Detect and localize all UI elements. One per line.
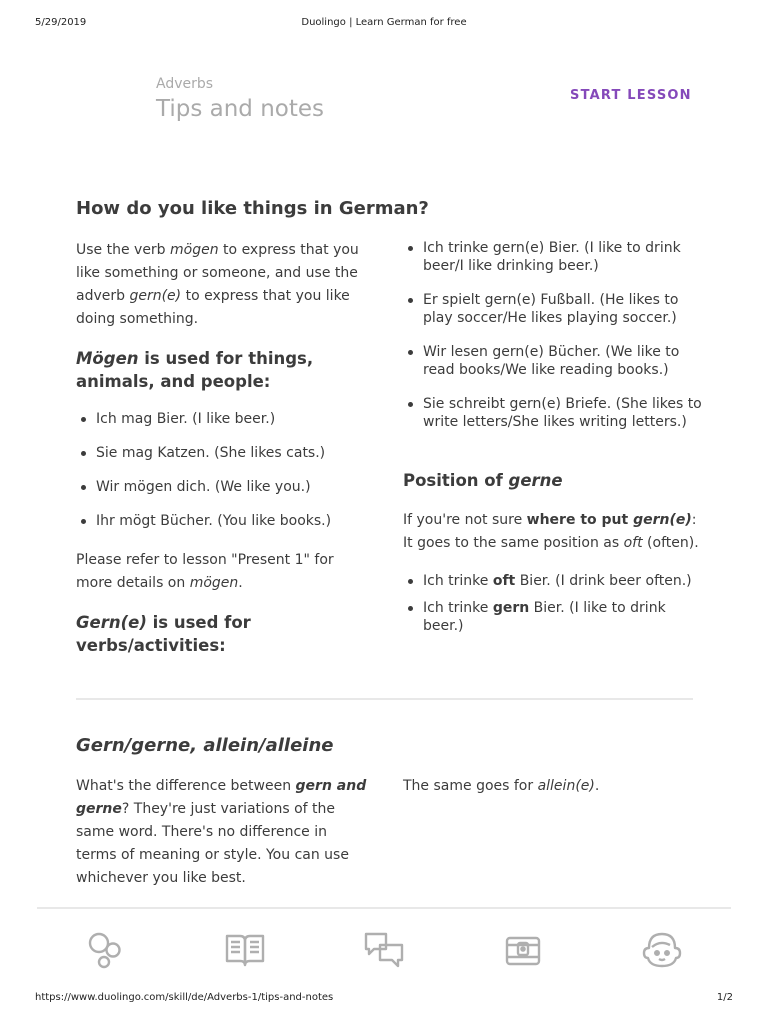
nav-profile[interactable] — [640, 928, 684, 972]
refer-paragraph: Please refer to lesson "Present 1" for more details on mögen. — [76, 552, 334, 591]
intro-paragraph: Use the verb mögen to express that you like something or someone, and use the adverb gern(e) to express that you like doing something. — [76, 242, 359, 327]
gerne-heading-rest: is used for verbs/activities: — [76, 613, 251, 655]
allein-paragraph: The same goes for allein(e). — [403, 778, 600, 794]
position-examples-list — [403, 572, 703, 644]
print-header — [35, 17, 733, 31]
stories-icon — [223, 928, 267, 972]
list-item: Wir lesen gern(e) Bücher. (We like to read books/We like reading books.) — [403, 343, 703, 379]
discuss-icon — [362, 928, 406, 972]
bottom-nav — [0, 928, 768, 972]
list-item: Ich mag Bier. (I like beer.) — [76, 410, 371, 428]
left-column — [76, 239, 371, 331]
print-footer — [35, 992, 733, 1006]
list-item: Ihr mögt Bücher. (You like books.) — [76, 512, 371, 530]
section-title-how-do-you-like: How do you like things in German? — [76, 198, 429, 219]
refer-block — [76, 549, 371, 595]
page-title: Tips and notes — [156, 96, 325, 122]
moegen-heading — [76, 347, 366, 393]
nav-stories[interactable] — [223, 928, 267, 972]
list-item: Ich trinke gern(e) Bier. (I like to drink beer/I like drinking beer.) — [403, 239, 703, 275]
learn-icon — [84, 928, 128, 972]
list-item: Ich trinke oft Bier. (I drink beer often.) — [403, 572, 703, 590]
list-item: Sie mag Katzen. (She likes cats.) — [76, 444, 371, 462]
print-url: https://www.duolingo.com/skill/de/Adverbs-1/tips-and-notes — [35, 992, 334, 1003]
list-item: Sie schreibt gern(e) Briefe. (She likes to write letters/She likes writing letters.) — [403, 395, 703, 431]
start-lesson-button[interactable]: START LESSON — [570, 88, 692, 103]
nav-divider — [37, 907, 731, 909]
nav-learn[interactable] — [84, 928, 128, 972]
position-heading — [403, 469, 563, 492]
section-title-gern-gerne: Gern/gerne, allein/alleine — [76, 735, 334, 756]
moegen-examples-list — [76, 410, 371, 546]
gerne-heading — [76, 611, 366, 657]
print-date: 5/29/2019 — [35, 17, 87, 28]
list-item: Er spielt gern(e) Fußball. (He likes to play soccer/He likes playing soccer.) — [403, 291, 703, 327]
position-heading-em: gerne — [508, 471, 563, 490]
shop-icon — [501, 928, 545, 972]
gerne-examples-list — [403, 239, 703, 447]
list-item: Wir mögen dich. (We like you.) — [76, 478, 371, 496]
section-divider — [76, 698, 693, 700]
moegen-heading-rest: is used for things, animals, and people: — [76, 349, 314, 391]
moegen-heading-em: Mögen — [76, 349, 139, 368]
gern-gerne-paragraph: What's the difference between gern and gerne? They're just variations of the same word. There's no difference in terms of meaning or style. You can use whichever you like best. — [76, 778, 367, 886]
nav-shop[interactable] — [501, 928, 545, 972]
print-page-number: 1/2 — [716, 992, 733, 1003]
position-paragraph: If you're not sure where to put gern(e): It goes to the same position as oft (often). — [403, 512, 699, 551]
nav-discuss[interactable] — [362, 928, 406, 972]
section2-left — [76, 775, 371, 890]
profile-icon — [640, 928, 684, 972]
list-item: Ich trinke gern Bier. (I like to drink beer.) — [403, 599, 703, 635]
position-block — [403, 509, 703, 555]
section2-right — [403, 775, 703, 798]
position-heading-plain: Position of — [403, 471, 509, 490]
gerne-heading-em: Gern(e) — [76, 613, 147, 632]
print-title: Duolingo | Learn German for free — [301, 17, 467, 28]
skill-name: Adverbs — [156, 76, 214, 92]
